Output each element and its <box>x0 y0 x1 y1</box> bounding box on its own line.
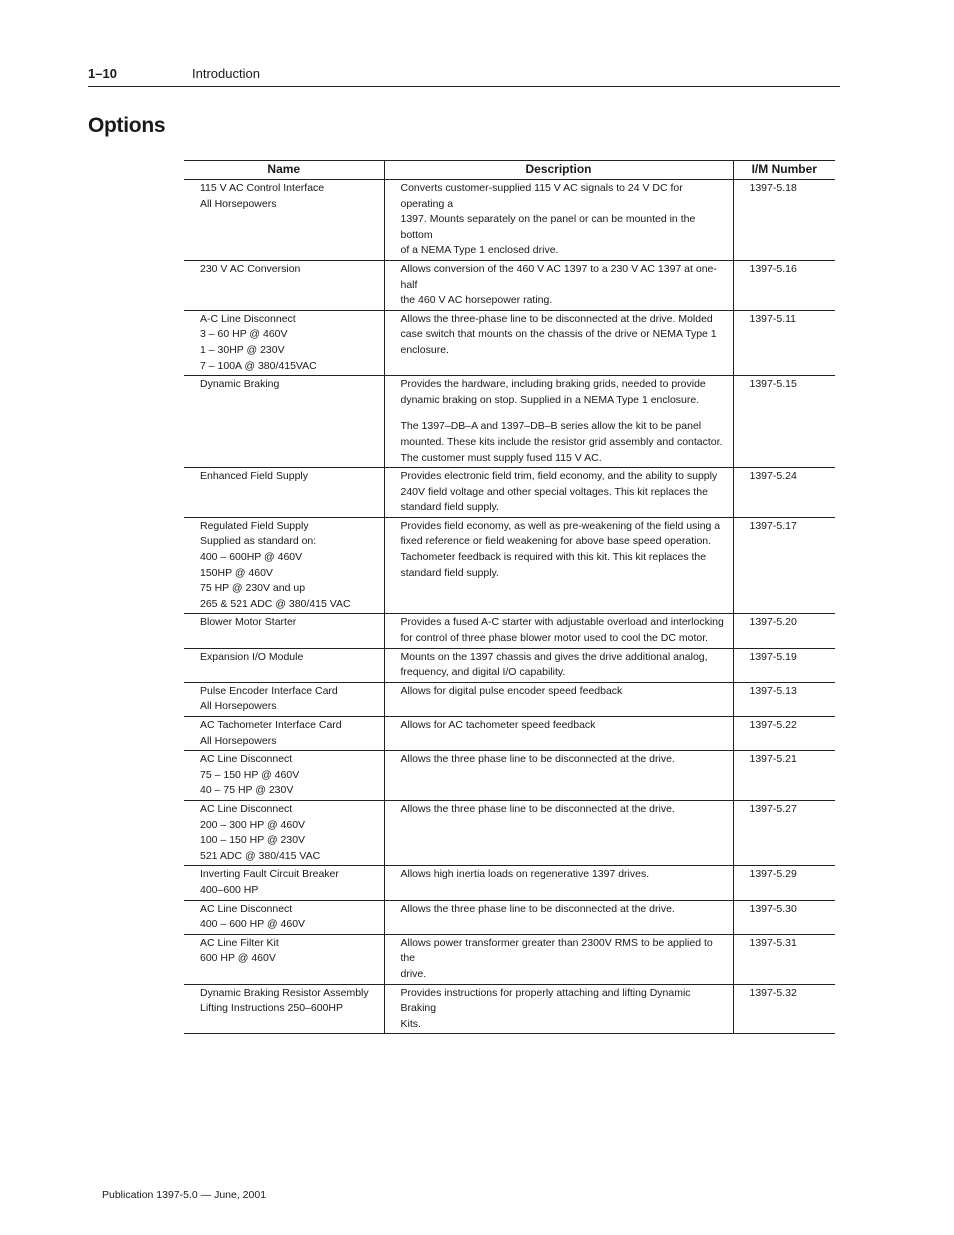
cell-im-number: 1397-5.29 <box>733 866 835 900</box>
option-name-line: 115 V AC Control Interface <box>200 182 325 194</box>
cell-option-description <box>384 717 733 751</box>
cell-im-number: 1397-5.30 <box>733 900 835 934</box>
cell-option-description <box>384 517 733 614</box>
description-line: Provides instructions for properly attaching and lifting Dynamic Braking <box>400 986 691 1015</box>
table-row <box>184 310 835 375</box>
cell-option-description <box>384 682 733 716</box>
table-row <box>184 866 835 900</box>
table-row <box>184 717 835 751</box>
page-title: Options <box>88 114 166 137</box>
option-name-line: 7 – 100A @ 380/415VAC <box>200 359 317 372</box>
column-header-name: Name <box>184 161 384 180</box>
description-line: enclosure. <box>400 343 449 356</box>
description-line: Allows the three-phase line to be disconnected at the drive. Molded <box>400 312 713 325</box>
option-name-line: 400–600 HP <box>200 883 259 896</box>
cell-option-name <box>184 866 384 900</box>
description-line: Allows for digital pulse encoder speed feedback <box>400 684 623 697</box>
option-name-line: 200 – 300 HP @ 460V <box>200 818 306 831</box>
cell-im-number: 1397-5.22 <box>733 717 835 751</box>
table-row <box>184 934 835 984</box>
cell-option-description <box>384 984 733 1034</box>
cell-im-number: 1397-5.16 <box>733 260 835 310</box>
option-name-line: 400 – 600HP @ 460V <box>200 551 303 564</box>
description-line: frequency, and digital I/O capability. <box>400 666 566 679</box>
option-name-line: All Horsepowers <box>200 734 277 747</box>
option-name-line: AC Line Disconnect <box>200 902 293 915</box>
option-name-line: All Horsepowers <box>200 700 277 713</box>
description-line: for control of three phase blower motor used to cool the DC motor. <box>400 632 709 645</box>
cell-im-number: 1397-5.15 <box>733 376 835 468</box>
cell-option-description <box>384 934 733 984</box>
cell-option-description <box>384 866 733 900</box>
option-name-line: Pulse Encoder Interface Card <box>200 684 338 697</box>
cell-im-number: 1397-5.19 <box>733 648 835 682</box>
description-line: Allows for AC tachometer speed feedback <box>400 719 596 731</box>
description-line: Provides electronic field trim, field economy, and the ability to supply <box>400 470 718 483</box>
table-row <box>184 614 835 648</box>
option-name-line: Blower Motor Starter <box>200 616 297 629</box>
option-name-line: Expansion I/O Module <box>200 650 304 663</box>
cell-im-number: 1397-5.18 <box>733 180 835 261</box>
option-name-line: Supplied as standard on: <box>200 535 317 548</box>
description-line: Allows power transformer greater than 2300V RMS to be applied to the <box>400 936 713 965</box>
table-row <box>184 682 835 716</box>
description-line: case switch that mounts on the chassis of the drive or NEMA Type 1 <box>400 328 717 341</box>
cell-option-name <box>184 310 384 375</box>
option-name-line: 100 – 150 HP @ 230V <box>200 834 306 847</box>
cell-option-description <box>384 614 733 648</box>
description-line: Converts customer-supplied 115 V AC signals to 24 V DC for operating a <box>400 182 683 210</box>
option-name-line: Enhanced Field Supply <box>200 470 308 483</box>
description-line: mounted. These kits include the resistor grid assembly and contactor. <box>400 435 723 448</box>
cell-im-number: 1397-5.13 <box>733 682 835 716</box>
cell-option-description <box>384 900 733 934</box>
cell-option-name <box>184 682 384 716</box>
option-name-line: AC Line Filter Kit <box>200 936 279 949</box>
cell-option-description <box>384 800 733 865</box>
option-name-line: Dynamic Braking Resistor Assembly <box>200 986 369 999</box>
description-line: Provides the hardware, including braking grids, needed to provide <box>400 378 706 391</box>
option-name-line: 3 – 60 HP @ 460V <box>200 328 288 341</box>
option-name-line: 75 – 150 HP @ 460V <box>200 768 300 781</box>
option-name-line: Regulated Field Supply <box>200 519 309 532</box>
publication-footer: Publication 1397-5.0 — June, 2001 <box>102 1189 267 1201</box>
table-row <box>184 260 835 310</box>
cell-option-name <box>184 614 384 648</box>
description-line: Provides field economy, as well as pre-weakening of the field using a <box>400 519 721 532</box>
description-line: The customer must supply fused 115 V AC. <box>400 451 602 464</box>
cell-option-name <box>184 468 384 518</box>
cell-im-number: 1397-5.24 <box>733 468 835 518</box>
description-line: 240V field voltage and other special voltages. This kit replaces the <box>400 485 708 498</box>
table-row <box>184 468 835 518</box>
cell-option-description <box>384 468 733 518</box>
option-name-line: Inverting Fault Circuit Breaker <box>200 868 339 881</box>
table-row <box>184 180 835 261</box>
option-name-line: 265 & 521 ADC @ 380/415 VAC <box>200 597 351 610</box>
description-line: Allows the three phase line to be disconnected at the drive. <box>400 902 675 915</box>
description-line: Mounts on the 1397 chassis and gives the drive additional analog, <box>400 650 708 663</box>
table-row <box>184 800 835 865</box>
table-row <box>184 648 835 682</box>
cell-im-number: 1397-5.21 <box>733 751 835 801</box>
option-name-line: 230 V AC Conversion <box>200 262 301 275</box>
column-header-description: Description <box>384 161 733 180</box>
option-name-line: All Horsepowers <box>200 197 277 210</box>
cell-im-number: 1397-5.17 <box>733 517 835 614</box>
cell-option-name <box>184 376 384 468</box>
table-row <box>184 984 835 1034</box>
option-name-line: 521 ADC @ 380/415 VAC <box>200 849 321 862</box>
description-line: Allows the three phase line to be disconnected at the drive. <box>400 802 675 815</box>
option-name-line: AC Tachometer Interface Card <box>200 719 342 731</box>
option-name-line: Dynamic Braking <box>200 378 280 391</box>
option-name-line: AC Line Disconnect <box>200 802 293 815</box>
option-name-line: 40 – 75 HP @ 230V <box>200 784 294 797</box>
description-line: Kits. <box>400 1017 421 1030</box>
cell-im-number: 1397-5.32 <box>733 984 835 1034</box>
option-name-line: 150HP @ 460V <box>200 566 273 579</box>
column-header-im-number: I/M Number <box>733 161 835 180</box>
cell-option-description <box>384 260 733 310</box>
option-name-line: A-C Line Disconnect <box>200 312 296 325</box>
table-header-row <box>184 161 835 180</box>
cell-im-number: 1397-5.27 <box>733 800 835 865</box>
cell-option-name <box>184 984 384 1034</box>
description-line: dynamic braking on stop. Supplied in a NEMA Type 1 enclosure. <box>400 393 700 406</box>
description-line: Allows the three phase line to be disconnected at the drive. <box>400 753 675 766</box>
cell-im-number: 1397-5.31 <box>733 934 835 984</box>
cell-option-description <box>384 648 733 682</box>
description-line: of a NEMA Type 1 enclosed drive. <box>400 244 559 257</box>
description-line: Allows conversion of the 460 V AC 1397 to a 230 V AC 1397 at one-half <box>400 262 717 291</box>
cell-im-number: 1397-5.20 <box>733 614 835 648</box>
cell-option-name <box>184 260 384 310</box>
description-line: the 460 V AC horsepower rating. <box>400 294 553 307</box>
option-name-line: 600 HP @ 460V <box>200 952 276 965</box>
cell-option-description <box>384 376 733 468</box>
description-line: The 1397–DB–A and 1397–DB–B series allow the kit to be panel <box>400 420 702 433</box>
table-row <box>184 900 835 934</box>
cell-option-name <box>184 180 384 261</box>
cell-option-name <box>184 900 384 934</box>
description-line: 1397. Mounts separately on the panel or can be mounted in the bottom <box>400 213 696 241</box>
option-name-line: 400 – 600 HP @ 460V <box>200 918 306 931</box>
page-number: 1–10 <box>88 66 117 81</box>
paragraph-spacer <box>401 408 729 419</box>
description-line: Tachometer feedback is required with this kit. This kit replaces the <box>400 551 707 564</box>
option-name-line: AC Line Disconnect <box>200 753 293 766</box>
option-name-line: Lifting Instructions 250–600HP <box>200 1002 344 1015</box>
cell-option-name <box>184 800 384 865</box>
description-line: Provides a fused A-C starter with adjustable overload and interlocking <box>400 616 724 629</box>
description-line: drive. <box>400 967 427 980</box>
cell-option-description <box>384 310 733 375</box>
section-title: Introduction <box>192 66 260 81</box>
description-line: fixed reference or field weakening for above base speed operation. <box>400 535 712 548</box>
description-line: standard field supply. <box>400 501 499 514</box>
cell-option-description <box>384 751 733 801</box>
cell-option-description <box>384 180 733 261</box>
cell-option-name <box>184 934 384 984</box>
table-row <box>184 376 835 468</box>
table-row <box>184 751 835 801</box>
table-row <box>184 517 835 614</box>
cell-im-number: 1397-5.11 <box>733 310 835 375</box>
cell-option-name <box>184 648 384 682</box>
options-table <box>184 160 835 1034</box>
description-line: Allows high inertia loads on regenerative 1397 drives. <box>400 868 650 881</box>
description-line: standard field supply. <box>400 566 499 579</box>
options-table-body <box>184 180 835 1034</box>
cell-option-name <box>184 517 384 614</box>
cell-option-name <box>184 717 384 751</box>
option-name-line: 75 HP @ 230V and up <box>200 582 306 595</box>
option-name-line: 1 – 30HP @ 230V <box>200 343 285 356</box>
cell-option-name <box>184 751 384 801</box>
page-header <box>88 64 840 87</box>
